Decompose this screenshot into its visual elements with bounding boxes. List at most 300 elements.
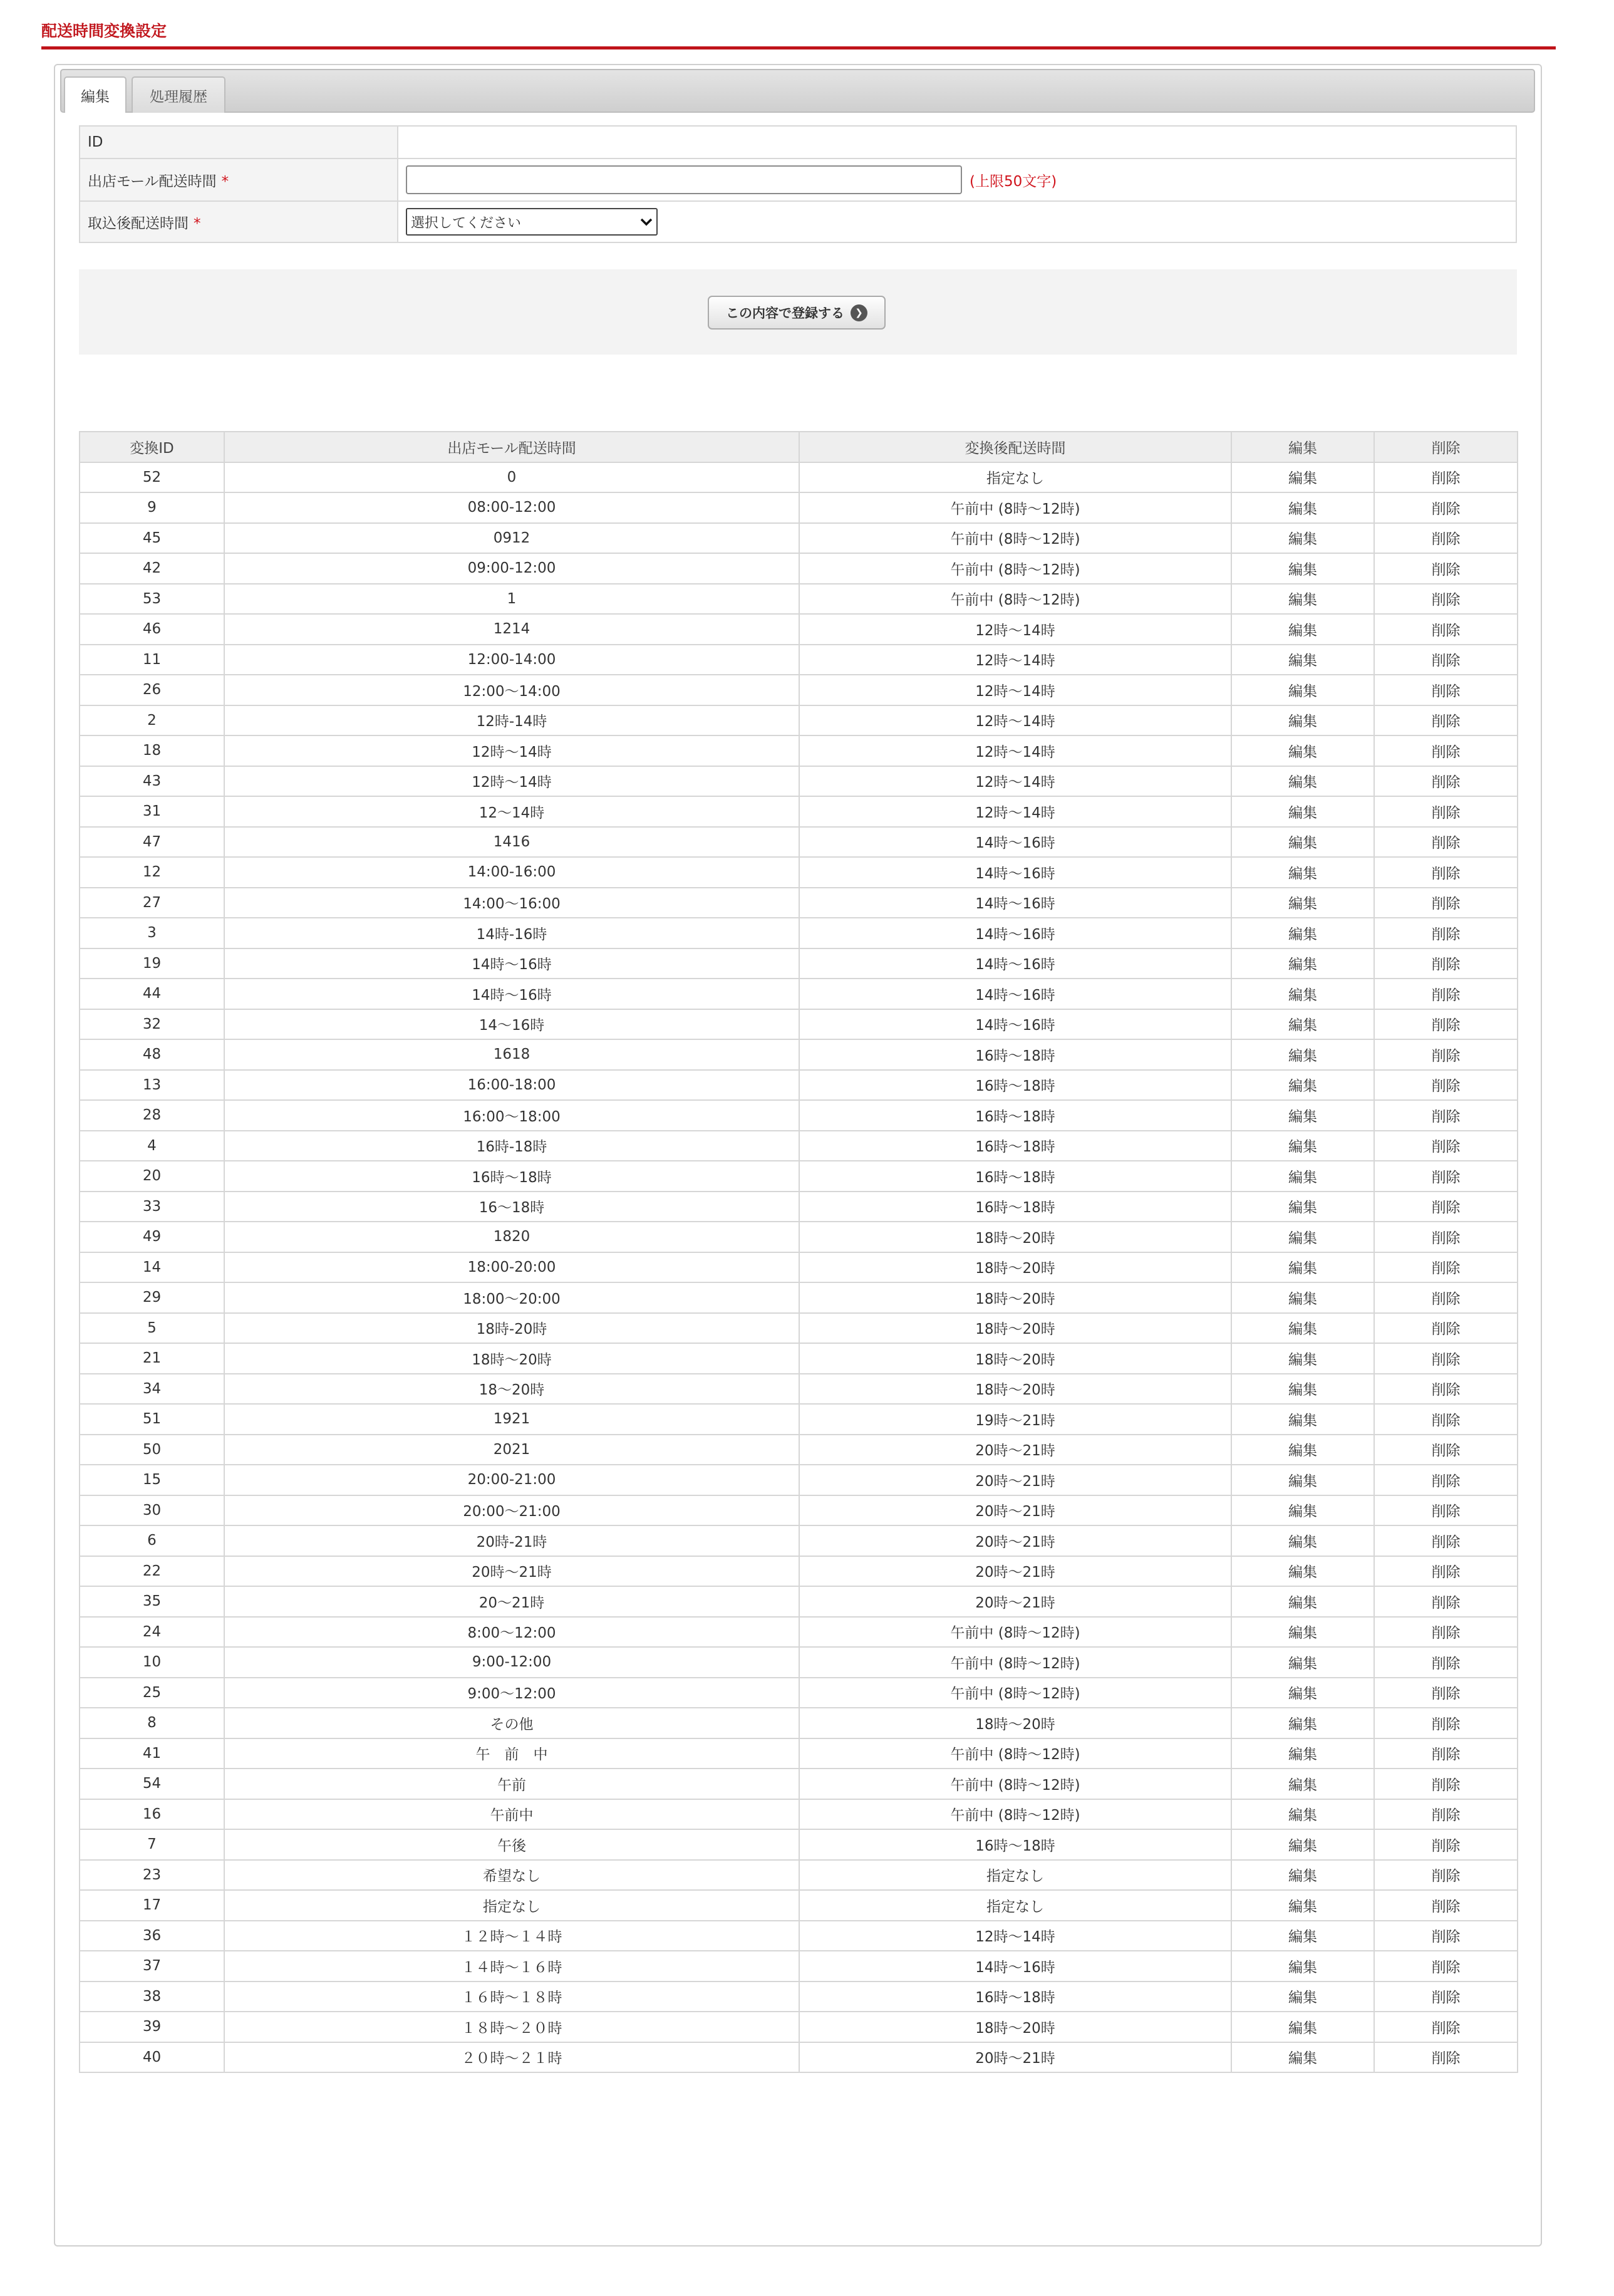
cell-converted-time: 18時～20時 bbox=[799, 1222, 1231, 1252]
cell-conversion-id: 41 bbox=[80, 1738, 224, 1769]
delete-link[interactable]: 削除 bbox=[1374, 1617, 1518, 1648]
table-row bbox=[80, 1009, 1518, 1040]
delete-link[interactable]: 削除 bbox=[1374, 1556, 1518, 1587]
table-row bbox=[80, 1586, 1518, 1617]
table-row bbox=[80, 1647, 1518, 1678]
cell-converted-time: 20時～21時 bbox=[799, 1556, 1231, 1587]
tab-bar bbox=[60, 69, 1535, 113]
cell-conversion-id: 21 bbox=[80, 1343, 224, 1374]
edit-link[interactable]: 編集 bbox=[1231, 1009, 1374, 1040]
cell-conversion-id: 46 bbox=[80, 614, 224, 645]
table-row bbox=[80, 857, 1518, 888]
edit-link[interactable]: 編集 bbox=[1231, 675, 1374, 705]
delete-link[interactable]: 削除 bbox=[1374, 735, 1518, 766]
table-row bbox=[80, 1070, 1518, 1101]
header-converted-time: 変換後配送時間 bbox=[799, 432, 1231, 462]
delete-link[interactable]: 削除 bbox=[1374, 462, 1518, 493]
delete-link[interactable]: 削除 bbox=[1374, 1070, 1518, 1101]
edit-link[interactable]: 編集 bbox=[1231, 1951, 1374, 1982]
cell-mall-time: 12時～14時 bbox=[224, 766, 799, 797]
table-row bbox=[80, 584, 1518, 615]
cell-mall-time: 午後 bbox=[224, 1829, 799, 1860]
delete-link[interactable]: 削除 bbox=[1374, 1586, 1518, 1617]
edit-link[interactable]: 編集 bbox=[1231, 1647, 1374, 1678]
edit-link[interactable]: 編集 bbox=[1231, 857, 1374, 888]
edit-link[interactable]: 編集 bbox=[1231, 1617, 1374, 1648]
table-row bbox=[80, 675, 1518, 705]
cell-converted-time: 14時～16時 bbox=[799, 857, 1231, 888]
cell-converted-time: 午前中 (8時～12時) bbox=[799, 584, 1231, 615]
delete-link[interactable]: 削除 bbox=[1374, 492, 1518, 523]
edit-link[interactable]: 編集 bbox=[1231, 735, 1374, 766]
table-header-row bbox=[80, 432, 1518, 462]
edit-link[interactable]: 編集 bbox=[1231, 1465, 1374, 1495]
cell-converted-time: 午前中 (8時～12時) bbox=[799, 1617, 1231, 1648]
table-row bbox=[80, 1192, 1518, 1222]
table-row bbox=[80, 462, 1518, 493]
cell-converted-time: 14時～16時 bbox=[799, 1951, 1231, 1982]
cell-conversion-id: 34 bbox=[80, 1374, 224, 1405]
cell-mall-time: 9:00～12:00 bbox=[224, 1678, 799, 1708]
converted-time-label: 取込後配送時間 * bbox=[80, 201, 398, 242]
cell-converted-time: 18時～20時 bbox=[799, 1343, 1231, 1374]
edit-link[interactable]: 編集 bbox=[1231, 1799, 1374, 1830]
cell-conversion-id: 45 bbox=[80, 523, 224, 554]
cell-converted-time: 20時～21時 bbox=[799, 1495, 1231, 1526]
edit-link[interactable]: 編集 bbox=[1231, 1982, 1374, 2012]
cell-mall-time: 14～16時 bbox=[224, 1009, 799, 1040]
cell-conversion-id: 40 bbox=[80, 2042, 224, 2073]
cell-conversion-id: 44 bbox=[80, 979, 224, 1009]
cell-mall-time: 20時-21時 bbox=[224, 1525, 799, 1556]
cell-conversion-id: 3 bbox=[80, 918, 224, 948]
delete-link[interactable]: 削除 bbox=[1374, 1282, 1518, 1313]
cell-converted-time: 18時～20時 bbox=[799, 1313, 1231, 1344]
cell-converted-time: 14時～16時 bbox=[799, 827, 1231, 858]
cell-mall-time: 1618 bbox=[224, 1039, 799, 1070]
mall-time-input[interactable] bbox=[406, 165, 962, 194]
cell-conversion-id: 8 bbox=[80, 1708, 224, 1738]
delete-link[interactable]: 削除 bbox=[1374, 918, 1518, 948]
delete-link[interactable]: 削除 bbox=[1374, 796, 1518, 827]
cell-mall-time: 8:00～12:00 bbox=[224, 1617, 799, 1648]
cell-mall-time: １８時～２０時 bbox=[224, 2012, 799, 2042]
cell-mall-time: 0912 bbox=[224, 523, 799, 554]
table-row bbox=[80, 766, 1518, 797]
table-row bbox=[80, 1678, 1518, 1708]
edit-link[interactable]: 編集 bbox=[1231, 1313, 1374, 1344]
edit-link[interactable]: 編集 bbox=[1231, 1070, 1374, 1101]
table-row bbox=[80, 1222, 1518, 1252]
edit-link[interactable]: 編集 bbox=[1231, 1039, 1374, 1070]
cell-mall-time: 16:00～18:00 bbox=[224, 1100, 799, 1131]
delete-link[interactable]: 削除 bbox=[1374, 1435, 1518, 1465]
table-row bbox=[80, 1465, 1518, 1495]
cell-conversion-id: 7 bbox=[80, 1829, 224, 1860]
converted-time-select[interactable]: 選択してください bbox=[406, 208, 658, 236]
delete-link[interactable]: 削除 bbox=[1374, 1890, 1518, 1921]
table-row bbox=[80, 1343, 1518, 1374]
header-mall-time: 出店モール配送時間 bbox=[224, 432, 799, 462]
delete-link[interactable]: 削除 bbox=[1374, 1829, 1518, 1860]
cell-mall-time: 08:00-12:00 bbox=[224, 492, 799, 523]
cell-conversion-id: 36 bbox=[80, 1921, 224, 1951]
main-panel bbox=[54, 64, 1542, 2247]
cell-converted-time: 午前中 (8時～12時) bbox=[799, 1678, 1231, 1708]
cell-converted-time: 12時～14時 bbox=[799, 766, 1231, 797]
cell-mall-time: 16:00-18:00 bbox=[224, 1070, 799, 1101]
cell-conversion-id: 53 bbox=[80, 584, 224, 615]
edit-link[interactable]: 編集 bbox=[1231, 888, 1374, 918]
required-mark: * bbox=[221, 173, 229, 190]
edit-link[interactable]: 編集 bbox=[1231, 827, 1374, 858]
edit-link[interactable]: 編集 bbox=[1231, 979, 1374, 1009]
cell-conversion-id: 23 bbox=[80, 1860, 224, 1891]
cell-mall-time: 20時～21時 bbox=[224, 1556, 799, 1587]
delete-link[interactable]: 削除 bbox=[1374, 675, 1518, 705]
edit-link[interactable]: 編集 bbox=[1231, 645, 1374, 675]
edit-link[interactable]: 編集 bbox=[1231, 1890, 1374, 1921]
cell-converted-time: 12時～14時 bbox=[799, 796, 1231, 827]
edit-link[interactable]: 編集 bbox=[1231, 1404, 1374, 1435]
cell-conversion-id: 24 bbox=[80, 1617, 224, 1648]
converted-time-cell bbox=[398, 201, 1516, 242]
cell-converted-time: 20時～21時 bbox=[799, 1435, 1231, 1465]
cell-converted-time: 20時～21時 bbox=[799, 1465, 1231, 1495]
delete-link[interactable]: 削除 bbox=[1374, 1860, 1518, 1891]
edit-link[interactable]: 編集 bbox=[1231, 705, 1374, 736]
delete-link[interactable]: 削除 bbox=[1374, 1678, 1518, 1708]
table-row bbox=[80, 553, 1518, 584]
chevron-down-icon bbox=[640, 217, 653, 226]
table-row bbox=[80, 1374, 1518, 1405]
cell-mall-time: １４時～１６時 bbox=[224, 1951, 799, 1982]
cell-mall-time: 14時-16時 bbox=[224, 918, 799, 948]
delete-link[interactable]: 削除 bbox=[1374, 1738, 1518, 1769]
table-body bbox=[80, 462, 1518, 2073]
cell-conversion-id: 27 bbox=[80, 888, 224, 918]
table-row bbox=[80, 1313, 1518, 1344]
table-row bbox=[80, 1252, 1518, 1283]
cell-mall-time: 20:00-21:00 bbox=[224, 1465, 799, 1495]
delete-link[interactable]: 削除 bbox=[1374, 614, 1518, 645]
cell-conversion-id: 4 bbox=[80, 1131, 224, 1161]
cell-converted-time: 午前中 (8時～12時) bbox=[799, 1799, 1231, 1830]
delete-link[interactable]: 削除 bbox=[1374, 523, 1518, 554]
cell-mall-time: 12:00-14:00 bbox=[224, 645, 799, 675]
cell-conversion-id: 54 bbox=[80, 1769, 224, 1799]
cell-conversion-id: 26 bbox=[80, 675, 224, 705]
cell-conversion-id: 50 bbox=[80, 1435, 224, 1465]
cell-converted-time: 14時～16時 bbox=[799, 918, 1231, 948]
table-row bbox=[80, 1799, 1518, 1830]
edit-link[interactable]: 編集 bbox=[1231, 1222, 1374, 1252]
cell-mall-time: 1921 bbox=[224, 1404, 799, 1435]
cell-mall-time: 20～21時 bbox=[224, 1586, 799, 1617]
cell-mall-time: その他 bbox=[224, 1708, 799, 1738]
edit-link[interactable]: 編集 bbox=[1231, 1495, 1374, 1526]
cell-conversion-id: 17 bbox=[80, 1890, 224, 1921]
edit-link[interactable]: 編集 bbox=[1231, 1829, 1374, 1860]
cell-converted-time: 12時～14時 bbox=[799, 735, 1231, 766]
delete-link[interactable]: 削除 bbox=[1374, 1982, 1518, 2012]
table-row bbox=[80, 827, 1518, 858]
table-row bbox=[80, 1039, 1518, 1070]
cell-conversion-id: 42 bbox=[80, 553, 224, 584]
table-row bbox=[80, 1769, 1518, 1799]
cell-conversion-id: 43 bbox=[80, 766, 224, 797]
cell-conversion-id: 29 bbox=[80, 1282, 224, 1313]
cell-mall-time: ２０時～２１時 bbox=[224, 2042, 799, 2073]
cell-conversion-id: 20 bbox=[80, 1161, 224, 1192]
cell-mall-time: 1820 bbox=[224, 1222, 799, 1252]
delete-link[interactable]: 削除 bbox=[1374, 1222, 1518, 1252]
edit-link[interactable]: 編集 bbox=[1231, 1343, 1374, 1374]
cell-conversion-id: 51 bbox=[80, 1404, 224, 1435]
cell-converted-time: 12時～14時 bbox=[799, 675, 1231, 705]
delete-link[interactable]: 削除 bbox=[1374, 948, 1518, 979]
edit-link[interactable]: 編集 bbox=[1231, 1100, 1374, 1131]
cell-converted-time: 16時～18時 bbox=[799, 1161, 1231, 1192]
delete-link[interactable]: 削除 bbox=[1374, 1131, 1518, 1161]
cell-mall-time: １６時～１８時 bbox=[224, 1982, 799, 2012]
delete-link[interactable]: 削除 bbox=[1374, 766, 1518, 797]
edit-link[interactable]: 編集 bbox=[1231, 1678, 1374, 1708]
cell-converted-time: 14時～16時 bbox=[799, 979, 1231, 1009]
cell-conversion-id: 13 bbox=[80, 1070, 224, 1101]
cell-mall-time: 指定なし bbox=[224, 1890, 799, 1921]
cell-converted-time: 18時～20時 bbox=[799, 1282, 1231, 1313]
cell-conversion-id: 10 bbox=[80, 1647, 224, 1678]
cell-converted-time: 12時～14時 bbox=[799, 614, 1231, 645]
delete-link[interactable]: 削除 bbox=[1374, 1769, 1518, 1799]
cell-converted-time: 12時～14時 bbox=[799, 645, 1231, 675]
table-row bbox=[80, 1829, 1518, 1860]
cell-mall-time: 14時～16時 bbox=[224, 979, 799, 1009]
page-title: 配送時間変換設定 bbox=[41, 22, 167, 40]
delete-link[interactable]: 削除 bbox=[1374, 1708, 1518, 1738]
cell-conversion-id: 32 bbox=[80, 1009, 224, 1040]
edit-link[interactable]: 編集 bbox=[1231, 918, 1374, 948]
delete-link[interactable]: 削除 bbox=[1374, 1313, 1518, 1344]
delete-link[interactable]: 削除 bbox=[1374, 1495, 1518, 1526]
table-row bbox=[80, 1495, 1518, 1526]
cell-converted-time: 12時～14時 bbox=[799, 705, 1231, 736]
cell-conversion-id: 33 bbox=[80, 1192, 224, 1222]
arrow-right-icon: ❯ bbox=[851, 304, 867, 321]
table-row bbox=[80, 1617, 1518, 1648]
delete-link[interactable]: 削除 bbox=[1374, 1039, 1518, 1070]
cell-converted-time: 18時～20時 bbox=[799, 1374, 1231, 1405]
cell-mall-time: 14:00-16:00 bbox=[224, 857, 799, 888]
delete-link[interactable]: 削除 bbox=[1374, 553, 1518, 584]
delete-link[interactable]: 削除 bbox=[1374, 1192, 1518, 1222]
table-row bbox=[80, 888, 1518, 918]
cell-mall-time: 12:00～14:00 bbox=[224, 675, 799, 705]
action-area bbox=[79, 269, 1517, 355]
cell-converted-time: 20時～21時 bbox=[799, 2042, 1231, 2073]
cell-conversion-id: 18 bbox=[80, 735, 224, 766]
cell-mall-time: 1416 bbox=[224, 827, 799, 858]
cell-conversion-id: 14 bbox=[80, 1252, 224, 1283]
cell-conversion-id: 37 bbox=[80, 1951, 224, 1982]
table-row bbox=[80, 2042, 1518, 2073]
mall-time-label: 出店モール配送時間 * bbox=[80, 158, 398, 201]
cell-mall-time: 希望なし bbox=[224, 1860, 799, 1891]
edit-link[interactable]: 編集 bbox=[1231, 2012, 1374, 2042]
cell-conversion-id: 6 bbox=[80, 1525, 224, 1556]
edit-link[interactable]: 編集 bbox=[1231, 1556, 1374, 1587]
cell-conversion-id: 38 bbox=[80, 1982, 224, 2012]
cell-conversion-id: 2 bbox=[80, 705, 224, 736]
cell-mall-time: 1214 bbox=[224, 614, 799, 645]
delete-link[interactable]: 削除 bbox=[1374, 1100, 1518, 1131]
delete-link[interactable]: 削除 bbox=[1374, 2042, 1518, 2073]
edit-link[interactable]: 編集 bbox=[1231, 523, 1374, 554]
cell-conversion-id: 22 bbox=[80, 1556, 224, 1587]
edit-link[interactable]: 編集 bbox=[1231, 796, 1374, 827]
edit-link[interactable]: 編集 bbox=[1231, 1252, 1374, 1283]
table-row bbox=[80, 735, 1518, 766]
limit-note: (上限50文字) bbox=[970, 173, 1057, 190]
delete-link[interactable]: 削除 bbox=[1374, 857, 1518, 888]
cell-conversion-id: 39 bbox=[80, 2012, 224, 2042]
table-row bbox=[80, 979, 1518, 1009]
table-row bbox=[80, 2012, 1518, 2042]
tab-history[interactable]: 処理履歴 bbox=[132, 76, 225, 113]
table-row bbox=[80, 1404, 1518, 1435]
table-row bbox=[80, 1982, 1518, 2012]
table-row bbox=[80, 1860, 1518, 1891]
cell-conversion-id: 48 bbox=[80, 1039, 224, 1070]
id-label: ID bbox=[80, 126, 398, 158]
delete-link[interactable]: 削除 bbox=[1374, 827, 1518, 858]
submit-button[interactable]: この内容で登録する ❯ bbox=[708, 296, 886, 330]
cell-converted-time: 指定なし bbox=[799, 462, 1231, 493]
edit-link[interactable]: 編集 bbox=[1231, 1586, 1374, 1617]
cell-conversion-id: 9 bbox=[80, 492, 224, 523]
table-row bbox=[80, 1131, 1518, 1161]
cell-converted-time: 指定なし bbox=[799, 1890, 1231, 1921]
table-row bbox=[80, 1890, 1518, 1921]
edit-link[interactable]: 編集 bbox=[1231, 1161, 1374, 1192]
table-row bbox=[80, 1435, 1518, 1465]
cell-conversion-id: 25 bbox=[80, 1678, 224, 1708]
edit-link[interactable]: 編集 bbox=[1231, 1921, 1374, 1951]
required-mark: * bbox=[194, 215, 201, 232]
edit-link[interactable]: 編集 bbox=[1231, 1282, 1374, 1313]
edit-link[interactable]: 編集 bbox=[1231, 553, 1374, 584]
delete-link[interactable]: 削除 bbox=[1374, 1465, 1518, 1495]
cell-converted-time: 16時～18時 bbox=[799, 1039, 1231, 1070]
mall-time-cell bbox=[398, 158, 1516, 201]
edit-link[interactable]: 編集 bbox=[1231, 492, 1374, 523]
cell-converted-time: 16時～18時 bbox=[799, 1982, 1231, 2012]
cell-converted-time: 20時～21時 bbox=[799, 1586, 1231, 1617]
delete-link[interactable]: 削除 bbox=[1374, 1951, 1518, 1982]
edit-link[interactable]: 編集 bbox=[1231, 1374, 1374, 1405]
cell-mall-time: 14時～16時 bbox=[224, 948, 799, 979]
cell-conversion-id: 52 bbox=[80, 462, 224, 493]
cell-mall-time: 1 bbox=[224, 584, 799, 615]
table-row bbox=[80, 1708, 1518, 1738]
cell-conversion-id: 16 bbox=[80, 1799, 224, 1830]
cell-mall-time: 午 前 中 bbox=[224, 1738, 799, 1769]
delete-link[interactable]: 削除 bbox=[1374, 1525, 1518, 1556]
delete-link[interactable]: 削除 bbox=[1374, 1252, 1518, 1283]
delete-link[interactable]: 削除 bbox=[1374, 645, 1518, 675]
edit-link[interactable]: 編集 bbox=[1231, 766, 1374, 797]
delete-link[interactable]: 削除 bbox=[1374, 1161, 1518, 1192]
edit-link[interactable]: 編集 bbox=[1231, 1131, 1374, 1161]
delete-link[interactable]: 削除 bbox=[1374, 1343, 1518, 1374]
cell-conversion-id: 35 bbox=[80, 1586, 224, 1617]
delete-link[interactable]: 削除 bbox=[1374, 1009, 1518, 1040]
conversion-table bbox=[79, 431, 1518, 2073]
edit-link[interactable]: 編集 bbox=[1231, 2042, 1374, 2073]
delete-link[interactable]: 削除 bbox=[1374, 2012, 1518, 2042]
header-edit: 編集 bbox=[1231, 432, 1374, 462]
cell-mall-time: 0 bbox=[224, 462, 799, 493]
delete-link[interactable]: 削除 bbox=[1374, 1799, 1518, 1830]
cell-conversion-id: 28 bbox=[80, 1100, 224, 1131]
edit-link[interactable]: 編集 bbox=[1231, 1860, 1374, 1891]
cell-mall-time: 16～18時 bbox=[224, 1192, 799, 1222]
edit-link[interactable]: 編集 bbox=[1231, 948, 1374, 979]
delete-link[interactable]: 削除 bbox=[1374, 584, 1518, 615]
edit-link[interactable]: 編集 bbox=[1231, 1708, 1374, 1738]
delete-link[interactable]: 削除 bbox=[1374, 888, 1518, 918]
cell-mall-time: 12～14時 bbox=[224, 796, 799, 827]
delete-link[interactable]: 削除 bbox=[1374, 705, 1518, 736]
cell-conversion-id: 5 bbox=[80, 1313, 224, 1344]
edit-form bbox=[79, 125, 1517, 243]
delete-link[interactable]: 削除 bbox=[1374, 1647, 1518, 1678]
cell-converted-time: 16時～18時 bbox=[799, 1131, 1231, 1161]
delete-link[interactable]: 削除 bbox=[1374, 979, 1518, 1009]
edit-link[interactable]: 編集 bbox=[1231, 1435, 1374, 1465]
delete-link[interactable]: 削除 bbox=[1374, 1921, 1518, 1951]
table-row bbox=[80, 948, 1518, 979]
cell-converted-time: 16時～18時 bbox=[799, 1829, 1231, 1860]
table-row bbox=[80, 1525, 1518, 1556]
table-row bbox=[80, 1556, 1518, 1587]
cell-converted-time: 午前中 (8時～12時) bbox=[799, 553, 1231, 584]
edit-link[interactable]: 編集 bbox=[1231, 614, 1374, 645]
cell-converted-time: 14時～16時 bbox=[799, 888, 1231, 918]
cell-mall-time: 18～20時 bbox=[224, 1374, 799, 1405]
cell-mall-time: 20:00～21:00 bbox=[224, 1495, 799, 1526]
cell-conversion-id: 12 bbox=[80, 857, 224, 888]
cell-converted-time: 14時～16時 bbox=[799, 1009, 1231, 1040]
delete-link[interactable]: 削除 bbox=[1374, 1404, 1518, 1435]
edit-link[interactable]: 編集 bbox=[1231, 1525, 1374, 1556]
edit-link[interactable]: 編集 bbox=[1231, 584, 1374, 615]
delete-link[interactable]: 削除 bbox=[1374, 1374, 1518, 1405]
edit-link[interactable]: 編集 bbox=[1231, 1738, 1374, 1769]
edit-link[interactable]: 編集 bbox=[1231, 1769, 1374, 1799]
cell-mall-time: 09:00-12:00 bbox=[224, 553, 799, 584]
edit-link[interactable]: 編集 bbox=[1231, 1192, 1374, 1222]
cell-mall-time: 2021 bbox=[224, 1435, 799, 1465]
table-row bbox=[80, 523, 1518, 554]
cell-converted-time: 14時～16時 bbox=[799, 948, 1231, 979]
table-row bbox=[80, 705, 1518, 736]
cell-mall-time: 16時～18時 bbox=[224, 1161, 799, 1192]
edit-link[interactable]: 編集 bbox=[1231, 462, 1374, 493]
tab-edit[interactable]: 編集 bbox=[64, 76, 127, 113]
table-row bbox=[80, 492, 1518, 523]
